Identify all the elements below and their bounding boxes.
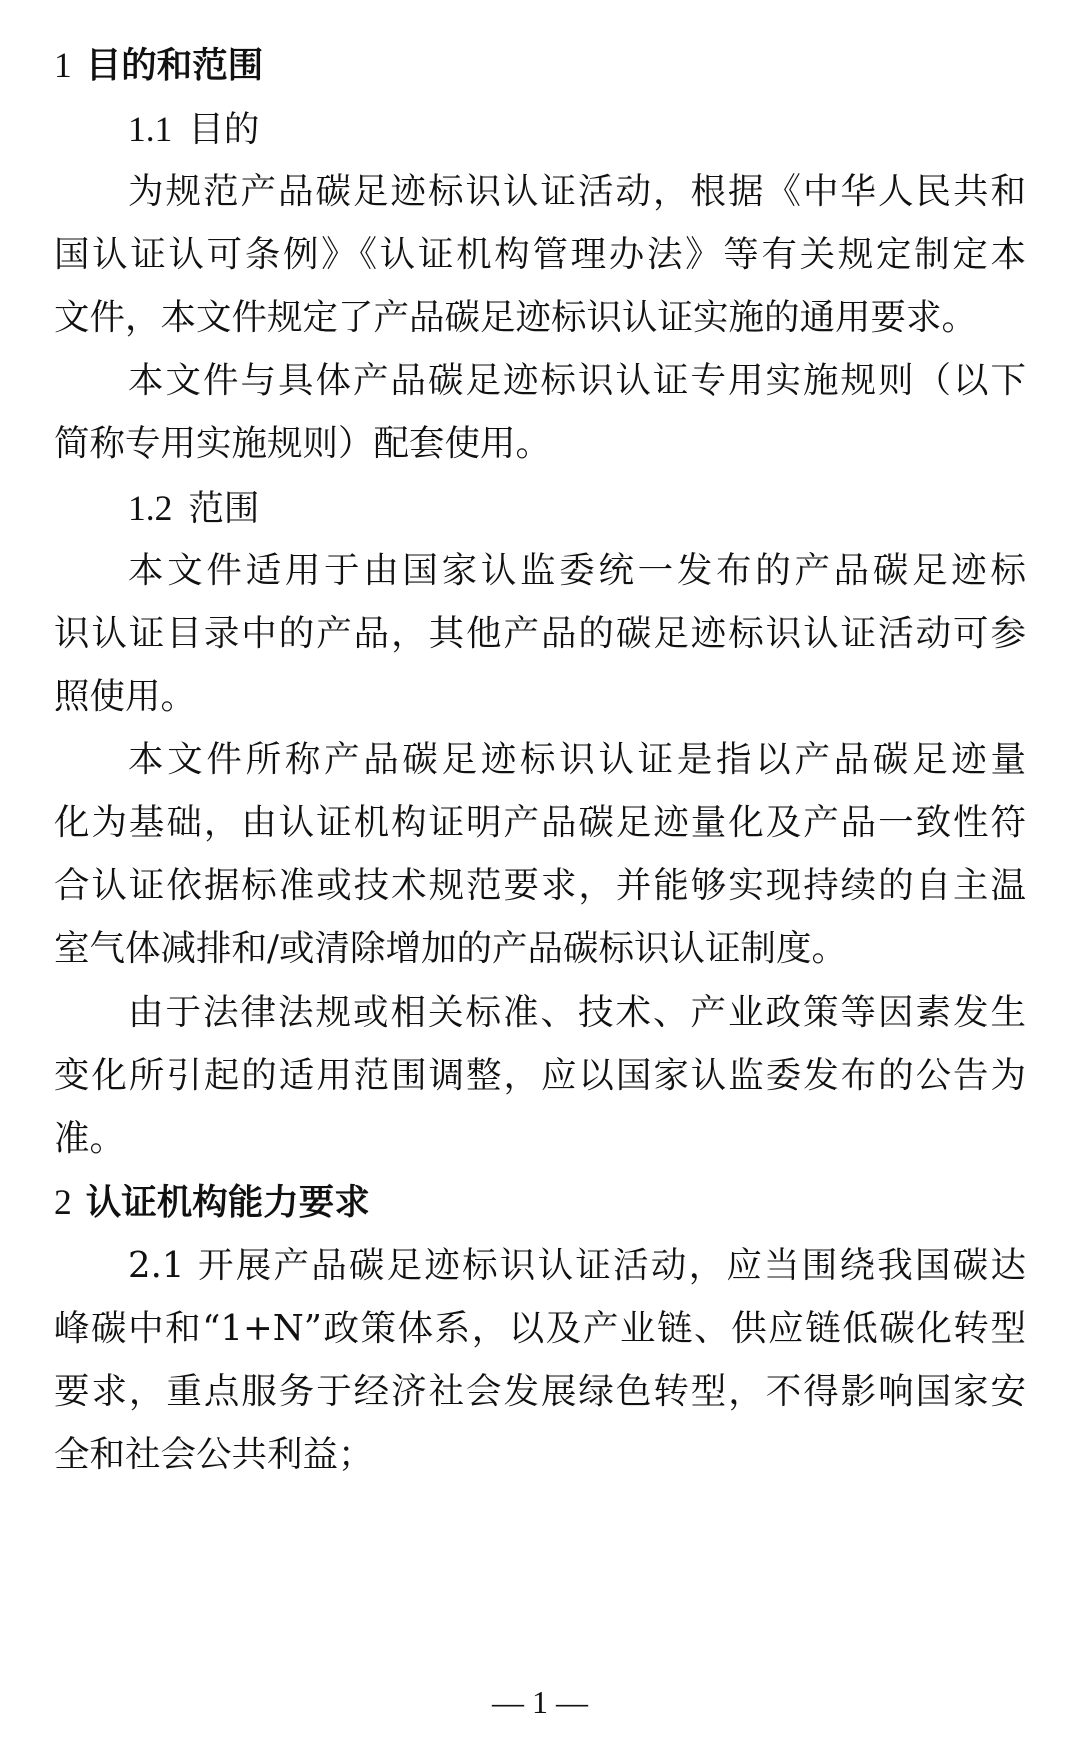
paragraph-line: 化为基础，由认证机构证明产品碳足迹量化及产品一致性符 [54, 802, 1026, 843]
paragraph-line: 合认证依据标准或技术规范要求，并能够实现持续的自主温 [54, 865, 1026, 906]
paragraph-line: 全和社会公共利益； [54, 1434, 374, 1475]
subsection-title: 范围 [188, 488, 260, 529]
section-title: 认证机构能力要求 [85, 1182, 370, 1223]
section-heading-2 [54, 1179, 370, 1226]
paragraph-line: 国认证认可条例》《认证机构管理办法》等有关规定制定本 [54, 234, 1026, 275]
subsection-heading-1-1 [128, 106, 259, 153]
paragraph-line: 简称专用实施规则）配套使用。 [54, 423, 552, 464]
paragraph-line: 本文件适用于由国家认监委统一发布的产品碳足迹标 [128, 550, 1026, 591]
paragraph-line: 准。 [54, 1118, 126, 1159]
paragraph-line: 照使用。 [54, 676, 197, 717]
paragraph-line: 变化所引起的适用范围调整，应以国家认监委发布的公告为 [54, 1055, 1026, 1096]
subsection-title: 目的 [188, 109, 260, 150]
subsection-number: 1.2 [128, 488, 173, 528]
paragraph-line: 峰碳中和“1+N”政策体系，以及产业链、供应链低碳化转型 [54, 1308, 1026, 1349]
paragraph-line: 要求，重点服务于经济社会发展绿色转型，不得影响国家安 [54, 1371, 1026, 1412]
paragraph-line: 室气体减排和/或清除增加的产品碳标识认证制度。 [54, 928, 847, 969]
paragraph-line: 识认证目录中的产品，其他产品的碳足迹标识认证活动可参 [54, 613, 1026, 654]
paragraph-line: 本文件与具体产品碳足迹标识认证专用实施规则（以下 [128, 360, 1026, 401]
paragraph-line: 为规范产品碳足迹标识认证活动，根据《中华人民共和 [128, 171, 1026, 212]
paragraph-line: 2.1 开展产品碳足迹标识认证活动，应当围绕我国碳达 [128, 1245, 1026, 1286]
paragraph-line: 本文件所称产品碳足迹标识认证是指以产品碳足迹量 [128, 739, 1026, 780]
subsection-heading-1-2 [128, 485, 259, 532]
paragraph-line: 由于法律法规或相关标准、技术、产业政策等因素发生 [128, 992, 1026, 1033]
subsection-number: 1.1 [128, 109, 173, 149]
paragraph-line: 文件，本文件规定了产品碳足迹标识认证实施的通用要求。 [54, 297, 978, 338]
page-number: — 1 — [492, 1684, 588, 1720]
section-title: 目的和范围 [85, 45, 264, 86]
section-heading-1 [54, 42, 263, 89]
section-number: 1 [54, 45, 72, 85]
section-number: 2 [54, 1182, 72, 1222]
